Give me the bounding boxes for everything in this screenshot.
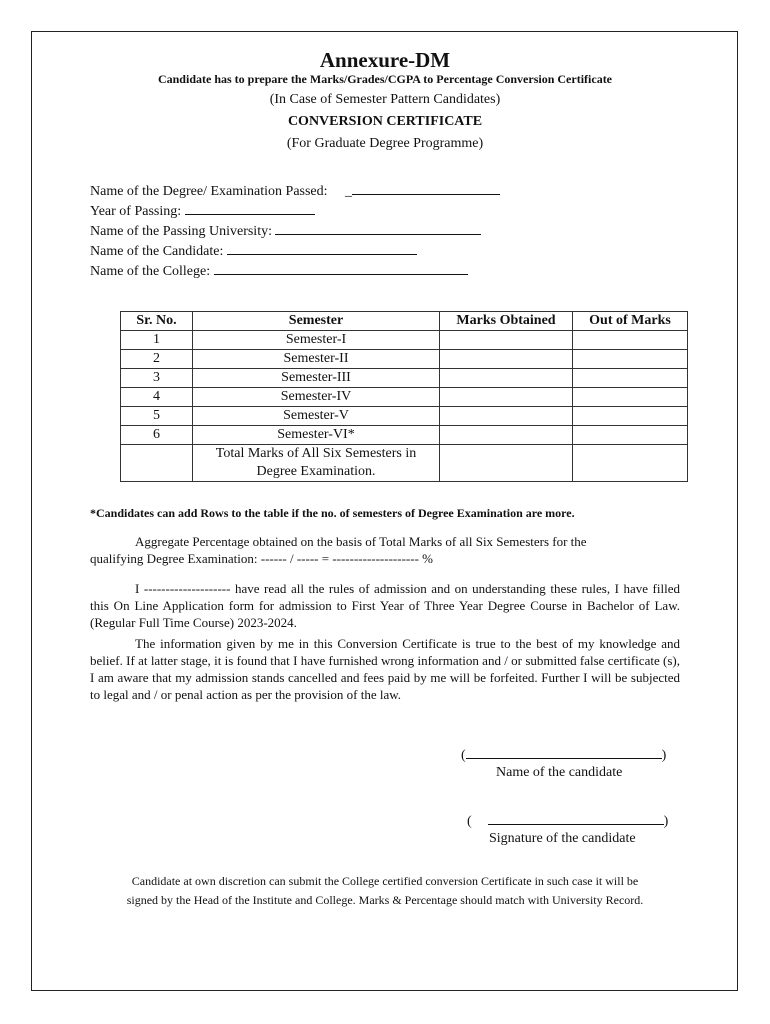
sr-cell: 2 (121, 350, 193, 369)
marks-obtained-cell[interactable] (440, 388, 573, 407)
university-field-label: Name of the Passing University: (90, 224, 272, 239)
signature-of-candidate-label: Signature of the candidate (489, 831, 636, 846)
declaration-paragraph-2 (90, 635, 680, 703)
signature-open-paren: ( (467, 814, 472, 829)
semester-cell: Semester-VI* (193, 426, 440, 445)
candidate-fields (90, 180, 500, 280)
total-label-line2: Degree Examination. (256, 464, 376, 479)
declaration-paragraph-1 (90, 580, 680, 631)
university-field (90, 220, 500, 240)
document-title: Annexure-DM (319, 48, 451, 72)
sr-cell: 4 (121, 388, 193, 407)
total-marks-obtained-cell[interactable] (440, 445, 573, 482)
certificate-heading: CONVERSION CERTIFICATE (287, 114, 483, 129)
rows-note: *Candidates can add Rows to the table if the no. of semesters of Degree Examination are more. (90, 506, 575, 520)
sr-cell: 3 (121, 369, 193, 388)
table-row (121, 350, 688, 369)
year-field-label: Year of Passing: (90, 204, 182, 219)
semester-cell: Semester-IV (193, 388, 440, 407)
sr-cell: 5 (121, 407, 193, 426)
footer-line1: Candidate at own discretion can submit the College certified conversion Certificate in such case it will be (131, 874, 639, 888)
declaration-text-1: I -------------------- have read all the rules of admission and on understanding these rules, I have filled this On Line Application form for admission to First Year of Three Year Degree Course in Bachelor of Law. (Regular Full Time Course) 2023-2024. (90, 581, 680, 630)
table-header-row (121, 312, 688, 331)
degree-field-prefix: _ (345, 184, 353, 199)
table-row (121, 369, 688, 388)
marks-obtained-cell[interactable] (440, 407, 573, 426)
total-out-of-marks-cell[interactable] (573, 445, 688, 482)
aggregate-line2: qualifying Degree Examination: ------ / ----- = -------------------- % (90, 551, 433, 566)
marks-obtained-cell[interactable] (440, 426, 573, 445)
case-note: (In Case of Semester Pattern Candidates) (269, 92, 501, 107)
out-of-marks-cell[interactable] (573, 350, 688, 369)
table-row (121, 426, 688, 445)
header-marks-obtained: Marks Obtained (440, 312, 573, 331)
total-label-line1: Total Marks of All Six Semesters in (215, 446, 417, 461)
footer-note (60, 872, 710, 910)
total-sr-cell (121, 445, 193, 482)
college-field (90, 260, 500, 280)
candidate-name-label: Name of the Candidate: (90, 244, 224, 259)
marks-obtained-cell[interactable] (440, 331, 573, 350)
name-signature-line (461, 744, 666, 764)
semester-cell: Semester-III (193, 369, 440, 388)
semester-cell: Semester-I (193, 331, 440, 350)
out-of-marks-cell[interactable] (573, 369, 688, 388)
aggregate-paragraph (90, 533, 680, 567)
marks-table (120, 311, 688, 482)
header-out-of-marks: Out of Marks (573, 312, 688, 331)
sr-cell: 1 (121, 331, 193, 350)
table-row (121, 388, 688, 407)
out-of-marks-cell[interactable] (573, 407, 688, 426)
total-label-cell (193, 445, 440, 482)
university-input-line[interactable] (275, 220, 481, 235)
table-row (121, 331, 688, 350)
out-of-marks-cell[interactable] (573, 426, 688, 445)
header-sr-no: Sr. No. (121, 312, 193, 331)
year-field (90, 200, 500, 220)
out-of-marks-cell[interactable] (573, 331, 688, 350)
candidate-name-input-line[interactable] (227, 240, 417, 255)
name-open-paren: ( (461, 748, 466, 763)
programme-note: (For Graduate Degree Programme) (286, 136, 484, 151)
signature-close-paren: ) (663, 814, 669, 829)
college-field-label: Name of the College: (90, 264, 211, 279)
degree-field (90, 180, 500, 200)
semester-cell: Semester-II (193, 350, 440, 369)
marks-obtained-cell[interactable] (440, 369, 573, 388)
signature-line (467, 810, 668, 830)
aggregate-line1: Aggregate Percentage obtained on the basis of Total Marks of all Six Semesters for the (135, 534, 587, 549)
name-close-paren: ) (661, 748, 667, 763)
out-of-marks-cell[interactable] (573, 388, 688, 407)
sr-cell: 6 (121, 426, 193, 445)
degree-field-label: Name of the Degree/ Examination Passed: (90, 184, 328, 199)
year-input-line[interactable] (185, 200, 315, 215)
table-row (121, 407, 688, 426)
total-row (121, 445, 688, 482)
header-semester: Semester (193, 312, 440, 331)
candidate-name-field (90, 240, 500, 260)
footer-line2: signed by the Head of the Institute and College. Marks & Percentage should match with University Record. (126, 893, 644, 907)
degree-input-line[interactable] (352, 180, 500, 195)
marks-obtained-cell[interactable] (440, 350, 573, 369)
name-blank[interactable] (466, 744, 662, 759)
declaration-text-2: The information given by me in this Conversion Certificate is true to the best of my knowledge and belief. If at latter stage, it is found that I have furnished wrong information and / or submitted false certificate (s), I am aware that my admission stands cancelled and fees paid by me will be forfeited. Further I will be subjected to legal and / or penal action as per the provision of the law. (90, 636, 680, 702)
semester-cell: Semester-V (193, 407, 440, 426)
document-subtitle: Candidate has to prepare the Marks/Grades/CGPA to Percentage Conversion Certificate (157, 72, 613, 86)
signature-blank[interactable] (488, 810, 664, 825)
name-of-candidate-label: Name of the candidate (496, 765, 623, 780)
college-input-line[interactable] (214, 260, 468, 275)
